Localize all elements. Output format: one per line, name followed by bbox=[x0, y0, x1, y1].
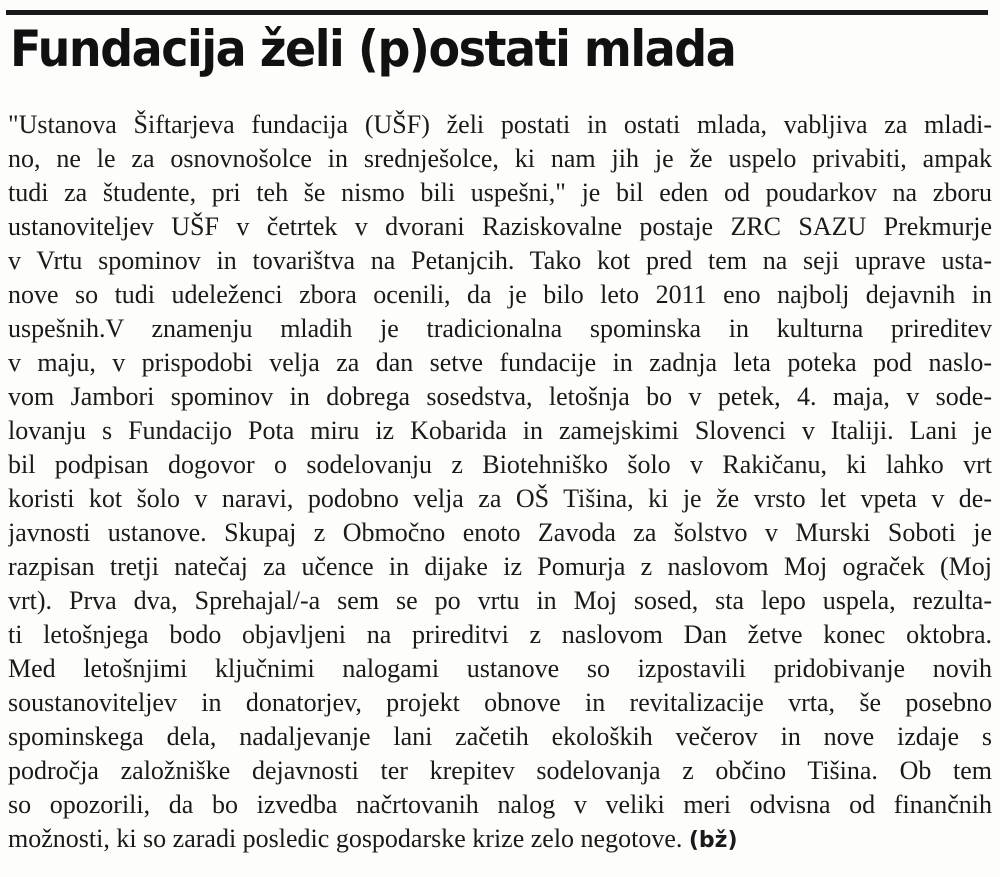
body-line: no, ne le za osnovnošolce in srednješolce, ki nam jih je že uspelo privabiti, ampak bbox=[8, 144, 992, 173]
body-line: ustanoviteljev UŠF v četrtek v dvorani Raziskovalne postaje ZRC SAZU Prekmurje bbox=[8, 212, 992, 241]
body-line: področja založniške dejavnosti ter krepitev sodelovanja z občino Tišina. Ob tem bbox=[8, 756, 992, 785]
body-line: javnosti ustanove. Skupaj z Območno enoto Zavoda za šolstvo v Murski Soboti je bbox=[8, 518, 992, 547]
body-line: vrt). Prva dva, Sprehajal/-a sem se po vrtu in Moj sosed, sta lepo uspela, rezulta- bbox=[8, 586, 992, 615]
body-line: bil podpisan dogovor o sodelovanju z Biotehniško šolo v Rakičanu, ki lahko vrt bbox=[8, 450, 992, 479]
article-body bbox=[8, 108, 992, 856]
body-line-text: možnosti, ki so zaradi posledic gospodarske krize zelo negotove. bbox=[8, 824, 683, 853]
body-line-last bbox=[8, 822, 992, 856]
body-line: vom Jambori spominov in dobrega sosedstva, letošnja bo v petek, 4. maja, v sode- bbox=[8, 382, 992, 411]
body-line: tudi za študente, pri teh še nismo bili uspešni," je bil eden od poudarkov na zboru bbox=[8, 178, 992, 207]
body-line: soustanoviteljev in donatorjev, projekt obnove in revitalizacije vrta, še posebno bbox=[8, 688, 992, 717]
body-line: so opozorili, da bo izvedba načrtovanih nalog v veliki meri odvisna od finančnih bbox=[8, 790, 992, 819]
body-line: Med letošnjimi ključnimi nalogami ustanove so izpostavili pridobivanje novih bbox=[8, 654, 992, 683]
body-line: lovanju s Fundacijo Pota miru iz Kobarida in zamejskimi Slovenci v Italiji. Lani je bbox=[8, 416, 992, 445]
body-line: uspešnih.V znamenju mladih je tradicionalna spominska in kulturna prireditev bbox=[8, 314, 992, 343]
body-line: nove so tudi udeleženci zbora ocenili, da je bilo leto 2011 eno najbolj dejavnih in bbox=[8, 280, 992, 309]
body-line: koristi kot šolo v naravi, podobno velja za OŠ Tišina, ki je že vrsto let vpeta v de- bbox=[8, 484, 992, 513]
body-line: "Ustanova Šiftarjeva fundacija (UŠF) želi postati in ostati mlada, vabljiva za mladi- bbox=[8, 110, 992, 139]
headline: Fundacija želi (p)ostati mlada bbox=[10, 20, 736, 78]
body-line: v maju, v prispodobi velja za dan setve fundacije in zadnja leta poteka pod naslo- bbox=[8, 348, 992, 377]
author-signature: (bž) bbox=[688, 828, 738, 853]
body-line: v Vrtu spominov in tovarištva na Petanjcih. Tako kot pred tem na seji uprave usta- bbox=[8, 246, 992, 275]
body-line: ti letošnjega bodo objavljeni na prireditvi z naslovom Dan žetve konec oktobra. bbox=[8, 620, 992, 649]
body-line: spominskega dela, nadaljevanje lani začetih ekoloških večerov in nove izdaje s bbox=[8, 722, 992, 751]
body-line: razpisan tretji natečaj za učence in dijake iz Pomurja z naslovom Moj ograček (Moj bbox=[8, 552, 992, 581]
